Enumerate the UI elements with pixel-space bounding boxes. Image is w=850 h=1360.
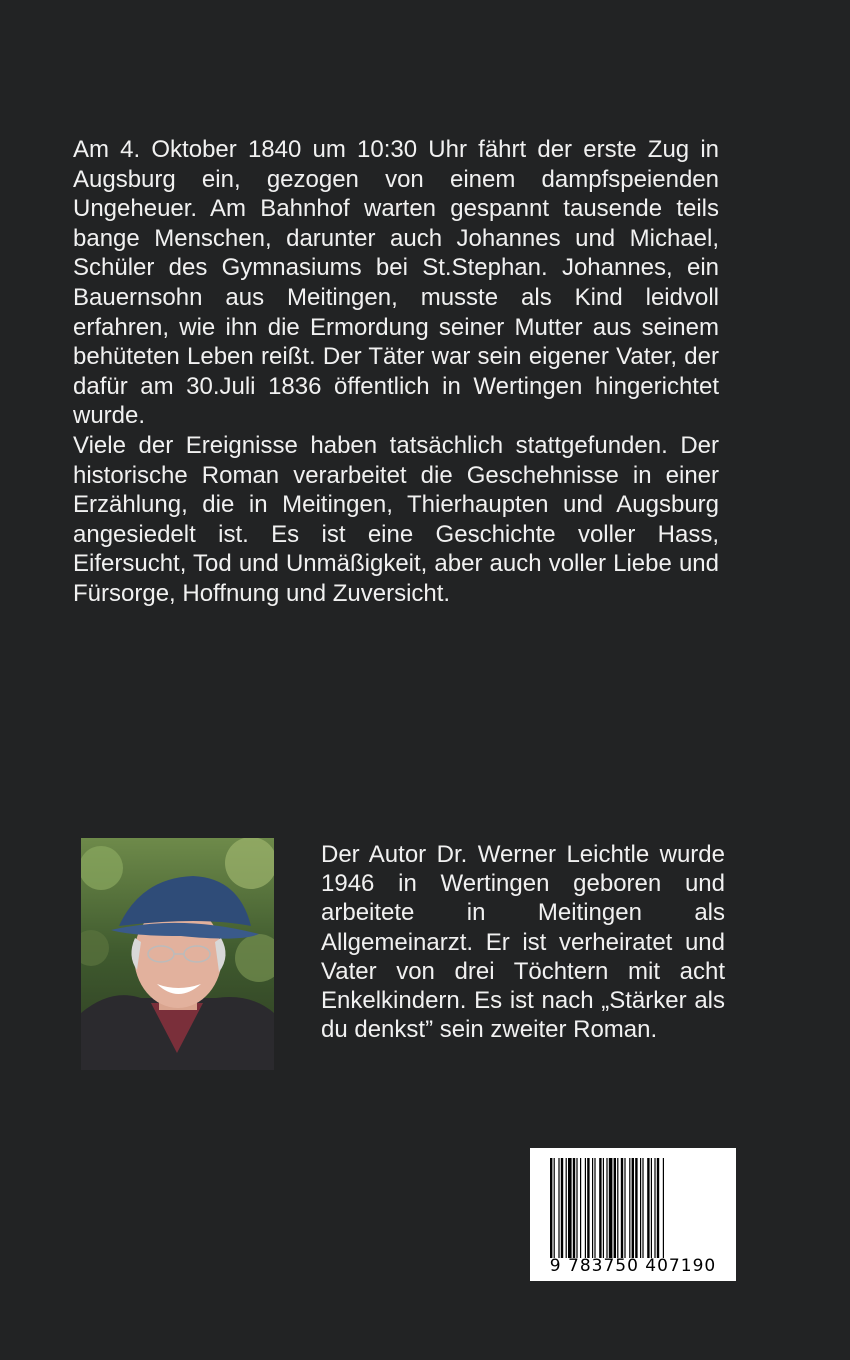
barcode-bar [594,1158,595,1258]
barcode-bar [614,1158,616,1258]
barcode-bar [550,1158,552,1258]
barcode-bar [606,1158,607,1258]
blurb-paragraph-1: Am 4. Oktober 1840 um 10:30 Uhr fährt der erste Zug in Augsburg ein, gezogen von einem dampfspeienden Ungeheuer. Am Bahnhof warten gespannt tausende teils bange Menschen, darunter auch Johannes und Michael, Schüler des Gymnasiums bei St.Stephan. Johannes, ein Bauernsohn aus Meitingen, musste als Kind leidvoll erfahren, wie ihn die Ermordung seiner Mutter aus seinem behüteten Leben reißt. Der Täter war sein eigener Vater, der dafür am 30.Juli 1836 öffentlich in Wertingen hingerichtet wurde. [73,136,719,430]
barcode-bar [654,1158,655,1258]
barcode-bar [576,1158,577,1258]
barcode-bar [566,1158,567,1258]
barcode-bar [632,1158,634,1258]
barcode-bar [663,1158,664,1258]
barcode-bars [550,1158,720,1258]
back-cover-blurb [73,135,719,609]
barcode-bar [621,1158,623,1258]
barcode-bar [603,1158,604,1258]
barcode-bar [587,1158,589,1258]
barcode-bar [642,1158,643,1258]
barcode-bar [617,1158,618,1258]
barcode-bar [609,1158,613,1258]
isbn-digits: 9 783750 407190 [549,1256,717,1276]
barcode-bar [580,1158,581,1258]
barcode-bar [558,1158,559,1258]
isbn-barcode [530,1148,736,1281]
barcode-bar [635,1158,637,1258]
barcode-bar [561,1158,563,1258]
blurb-paragraph-2: Viele der Ereignisse haben tatsächlich stattgefunden. Der historische Roman verarbeitet die Geschehnisse in einer Erzählung, die in Meitingen, Thierhaupten und Augsburg angesiedelt ist. Es ist eine Geschichte voller Hass, Eifersucht, Tod und Unmäßigkeit, aber auch voller Liebe und Fürsorge, Hoffnung und Zuversicht. [73,431,719,607]
barcode-bar [592,1158,593,1258]
barcode-bar [554,1158,555,1258]
author-bio: Der Autor Dr. Werner Leichtle wurde 1946 in Wertingen geboren und arbeitete in Meitingen als Allgemeinarzt. Er ist verheiratet und Vater von drei Töchtern mit acht Enkelkindern. Es ist nach „Stärker als du denkst” sein zweiter Roman. [321,841,725,1044]
barcode-bar [657,1158,659,1258]
author-photo [81,838,274,1070]
barcode-bar [568,1158,572,1258]
barcode-bar [573,1158,575,1258]
barcode-bar [599,1158,601,1258]
barcode-bar [647,1158,649,1258]
barcode-bar [624,1158,625,1258]
barcode-bar [651,1158,652,1258]
barcode-bar [629,1158,630,1258]
barcode-bar [585,1158,586,1258]
barcode-bar [640,1158,641,1258]
